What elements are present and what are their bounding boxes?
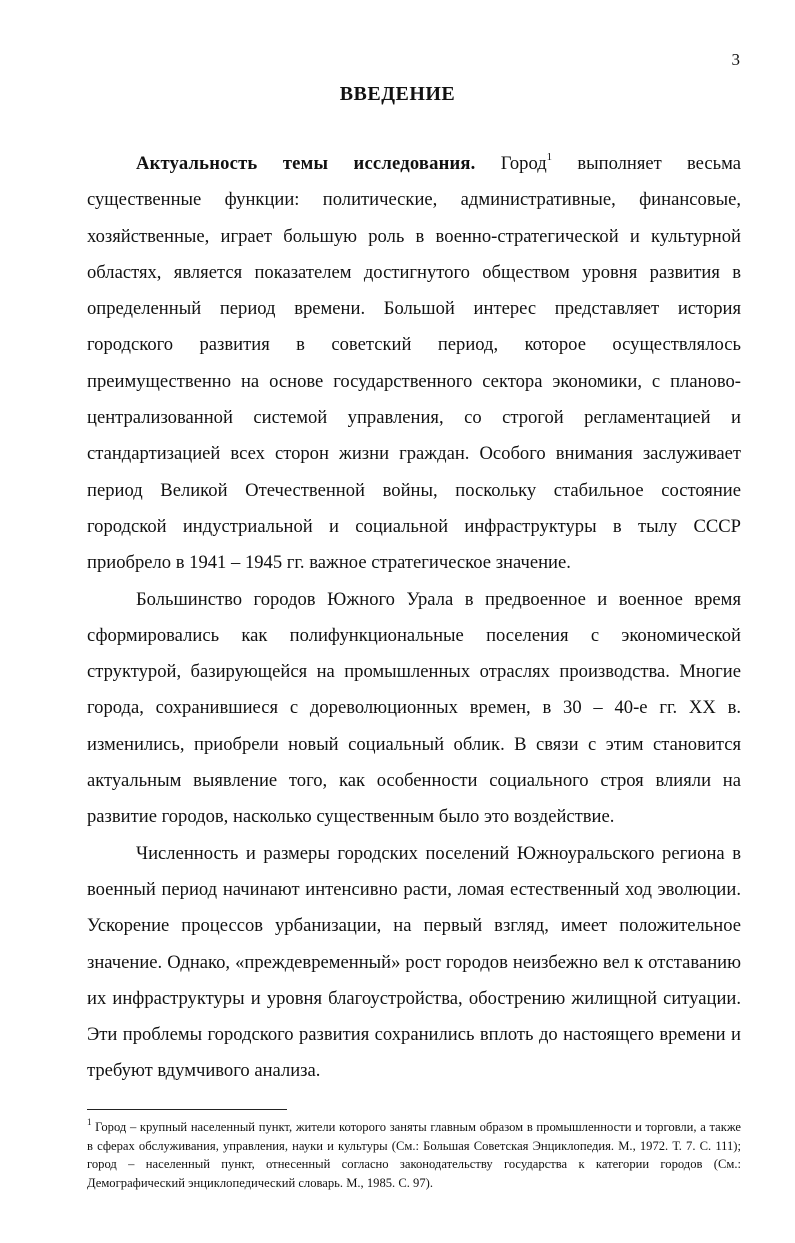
paragraph-1-text: выполняет весьма существенные функции: политические, административные, финансовые, хозяйственные, играет большую роль в военно-стратегической и культурной областях, является показателем достигнутого обществом уровня развития в определенный период времени. Большой интерес представляет история городского развития в советский период, которое осуществлялось преимущественно на основе государственного сектора экономики, с планово-централизованной системой управления, со строгой регламентацией и стандартизацией всех сторон жизни граждан. Особого внимания заслуживает период Великой Отечественной войны, поскольку стабильное состояние городской индустриальной и социальной инфраструктуры в тылу СССР приобрело в 1941 – 1945 гг. важное стратегическое значение.	[87, 153, 741, 574]
paragraph-2: Большинство городов Южного Урала в предвоенное и военное время сформировались как полифункциональные поселения с экономической структурой, базирующейся на промышленных отраслях производства. Многие города, сохранившиеся с дореволюционных времен, в 30 – 40-е гг. XX в. изменились, приобрели новый социальный облик. В связи с этим становится актуальным выявление того, как особенности социального строя влияли на развитие городов, насколько существенным было это воздействие.	[87, 588, 741, 828]
body-text	[87, 146, 741, 1090]
footnote-marker: 1	[87, 1116, 92, 1127]
footnote-divider	[87, 1109, 287, 1110]
page-number: 3	[731, 50, 740, 69]
footnote-reference[interactable]: 1	[546, 150, 553, 163]
lead-phrase: Актуальность темы исследования.	[136, 153, 476, 174]
paragraph-1	[87, 146, 741, 582]
footnote	[87, 1118, 741, 1192]
paragraph-3: Численность и размеры городских поселений Южноуральского региона в военный период начинают интенсивно расти, ломая естественный ход эволюции. Ускорение процессов урбанизации, на первый взгляд, имеет положительное значение. Однако, «преждевременный» рост городов неизбежно вел к отставанию их инфраструктуры и уровня благоустройства, обострению жилищной ситуации. Эти проблемы городского развития сохранились вплоть до настоящего времени и требуют вдумчивого анализа.	[87, 842, 741, 1082]
section-heading: ВВЕДЕНИЕ	[339, 83, 456, 105]
footnoted-word: Город	[500, 153, 547, 174]
footnote-text: Город – крупный населенный пункт, жители которого заняты главным образом в промышленности и торговли, а также в сферах обслуживания, управления, науки и культуры (См.: Большая Советская Энциклопедия. М., 1972. Т. 7. С. 111); город – населенный пункт, отнесенный согласно законодательству государства к категории городов (См.: Демографический энциклопедический словарь. М., 1985. С. 97).	[87, 1120, 741, 1190]
